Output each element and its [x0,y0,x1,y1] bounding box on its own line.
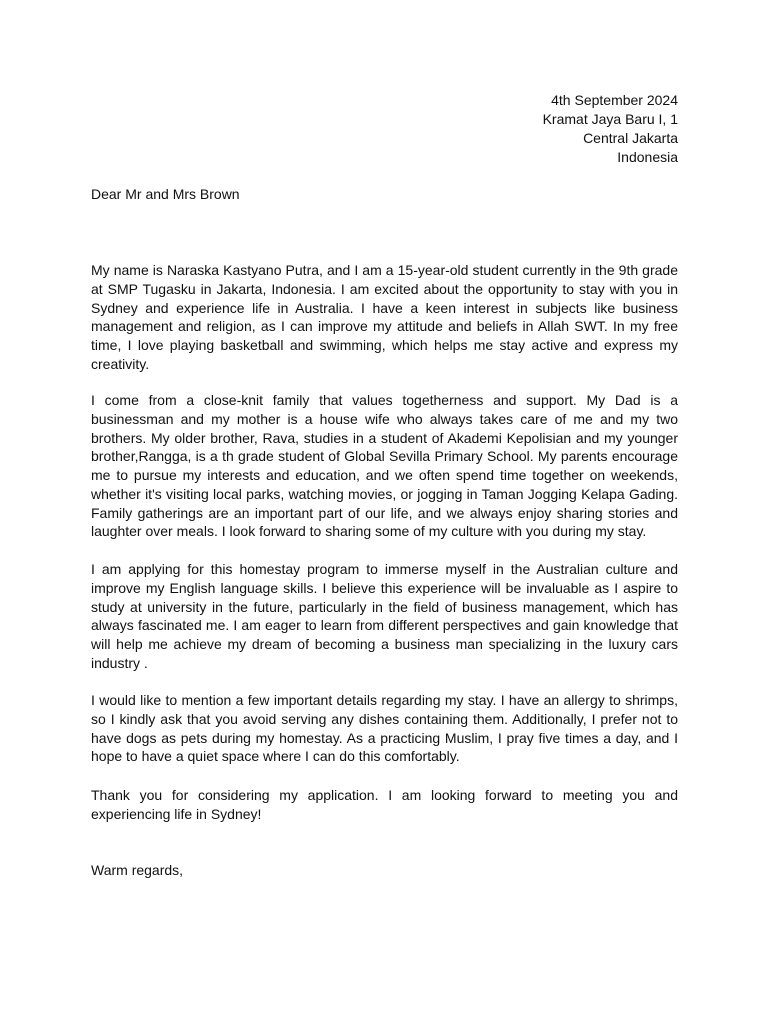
paragraph-family: I come from a close-knit family that values togetherness and support. My Dad is a businessman and my mother is a house wife who always takes care of me and my two brothers. My older brother, Rava, studies in a student of Akademi Kepolisian and my younger brother,Rangga, is a th grade student of Global Sevilla Primary School. My parents encourage me to pursue my interests and education, and we often spend time together on weekends, whether it's visiting local parks, watching movies, or jogging in Taman Jogging Kelapa Gading. Family gatherings are an important part of our life, and we always enjoy sharing stories and laughter over meals. I look forward to sharing some of my culture with you during my stay. [91,392,678,540]
closing: Warm regards, [91,862,184,878]
sender-address-block [543,91,678,167]
address-city: Central Jakarta [583,130,678,146]
address-country: Indonesia [617,149,678,165]
address-street: Kramat Jaya Baru I, 1 [542,111,678,127]
paragraph-requirements: I would like to mention a few important details regarding my stay. I have an allergy to shrimps, so I kindly ask that you avoid serving any dishes containing them. Additionally, I prefer not to have dogs as pets during my homestay. As a practicing Muslim, I pray five times a day, and I hope to have a quiet space where I can do this comfortably. [91,692,678,765]
paragraph-thanks: Thank you for considering my application. I am looking forward to meeting you and experiencing life in Sydney! [91,787,678,822]
letter-date: 4th September 2024 [551,92,678,108]
paragraph-introduction: My name is Naraska Kastyano Putra, and I am a 15-year-old student currently in the 9th grade at SMP Tugasku in Jakarta, Indonesia. I am excited about the opportunity to stay with you in Sydney and experience life in Australia. I have a keen interest in subjects like business management and religion, as I can improve my attitude and beliefs in Allah SWT. In my free time, I love playing basketball and swimming, which helps me stay active and express my creativity. [91,262,678,372]
paragraph-motivation: I am applying for this homestay program to immerse myself in the Australian culture and improve my English language skills. I believe this experience will be invaluable as I aspire to study at university in the future, particularly in the field of business management, which has always fascinated me. I am eager to learn from different perspectives and gain knowledge that will help me achieve my dream of becoming a business man specializing in the luxury cars industry . [91,561,678,671]
salutation: Dear Mr and Mrs Brown [91,186,240,202]
